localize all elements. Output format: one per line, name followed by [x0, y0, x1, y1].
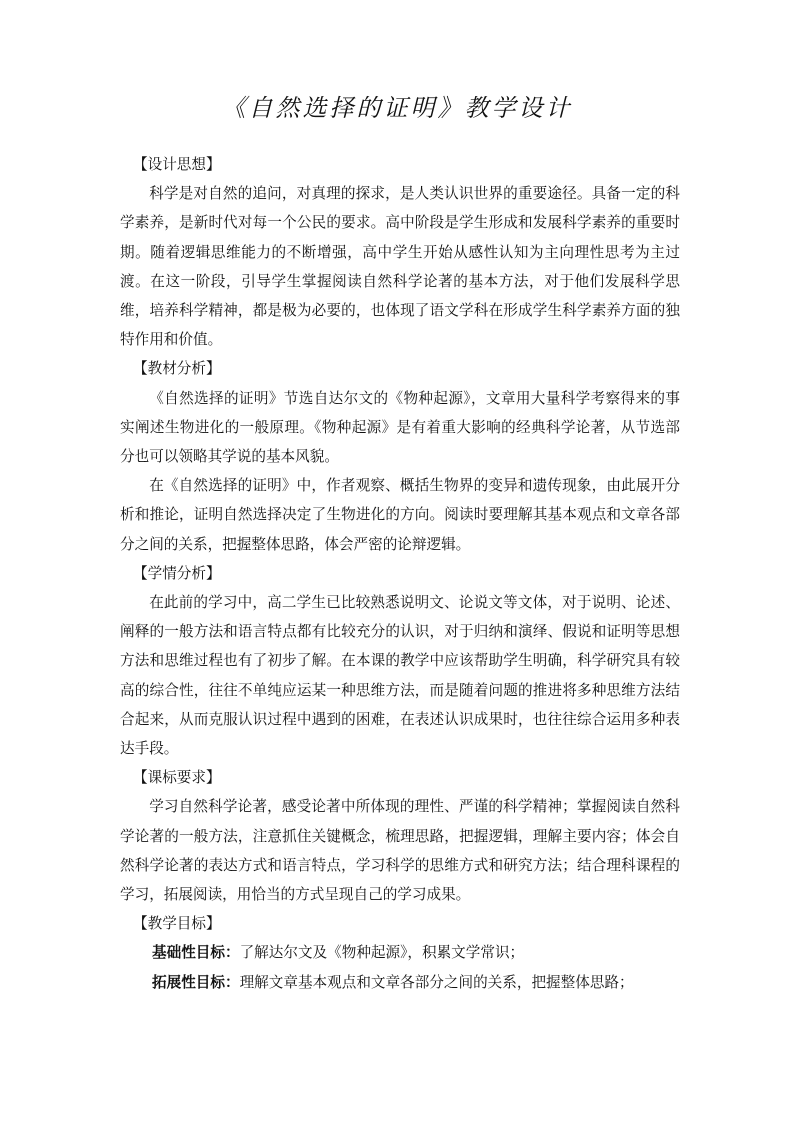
- section-heading-teaching-goals: 【教学目标】: [133, 915, 221, 933]
- paragraph: 《自然选择的证明》节选自达尔文的《物种起源》，文章用大量科学考察得来的事实阐述生物进化的一般原理。《物种起源》是有着重大影响的经典科学论著，从节选部分也可以领略其学说的基本风貌。: [120, 389, 680, 465]
- paragraph: 学习自然科学论著，感受论著中所体现的理性、严谨的科学精神；掌握阅读自然科学论著的一般方法，注意抓住关键概念，梳理思路，把握逻辑，理解主要内容；体会自然科学论著的表达方式和语言特点，学习科学的思维方式和研究方法；结合理科课程的学习，拓展阅读，用恰当的方式呈现自己的学习成果。: [120, 798, 680, 904]
- goal-text: 理解文章基本观点和文章各部分之间的关系，把握整体思路；: [239, 973, 634, 991]
- document-title: 《自然选择的证明》教学设计: [221, 94, 573, 122]
- paragraph: 在《自然选择的证明》中，作者观察、概括生物界的变异和遗传现象，由此展开分析和推论，证明自然选择决定了生物进化的方向。阅读时要理解其基本观点和文章各部分之间的关系，把握整体思路，体会严密的论辩逻辑。: [120, 477, 680, 553]
- goal-text: 了解达尔文及《物种起源》，积累文学常识；: [239, 944, 525, 962]
- section-heading-learner-analysis: 【学情分析】: [133, 564, 221, 582]
- section-heading-textbook-analysis: 【教材分析】: [133, 360, 221, 378]
- section-heading-curriculum-requirements: 【课标要求】: [133, 769, 221, 787]
- paragraph: 科学是对自然的追问，对真理的探求，是人类认识世界的重要途径。具备一定的科学素养，是新时代对每一个公民的要求。高中阶段是学生形成和发展科学素养的重要时期。随着逻辑思维能力的不断增强，高中学生开始从感性认知为主向理性思考为主过渡。在这一阶段，引导学生掌握阅读自然科学论著的基本方法，对于他们发展科学思维，培养科学精神，都是极为必要的，也体现了语文学科在形成学生科学素养方面的独特作用和价值。: [120, 185, 680, 349]
- section-heading-design-idea: 【设计思想】: [133, 156, 221, 173]
- paragraph: 在此前的学习中，高二学生已比较熟悉说明文、论说文等文体，对于说明、论述、阐释的一般方法和语言特点都有比较充分的认识，对于归纳和演绎、假说和证明等思想方法和思维过程也有了初步了解。在本课的教学中应该帮助学生明确，科学研究具有较高的综合性，往往不单纯应运某一种思维方法，而是随着问题的推进将多种思维方法结合起来，从而克服认识过程中遇到的困难，在表述认识成果时，也往往综合运用多种表达手段。: [120, 594, 680, 758]
- goal-item-extended: [120, 968, 680, 997]
- goal-label: 基础性目标：: [152, 944, 240, 962]
- goal-label: 拓展性目标：: [152, 973, 240, 991]
- goal-item-basic: [120, 938, 680, 967]
- document-body: [120, 150, 680, 997]
